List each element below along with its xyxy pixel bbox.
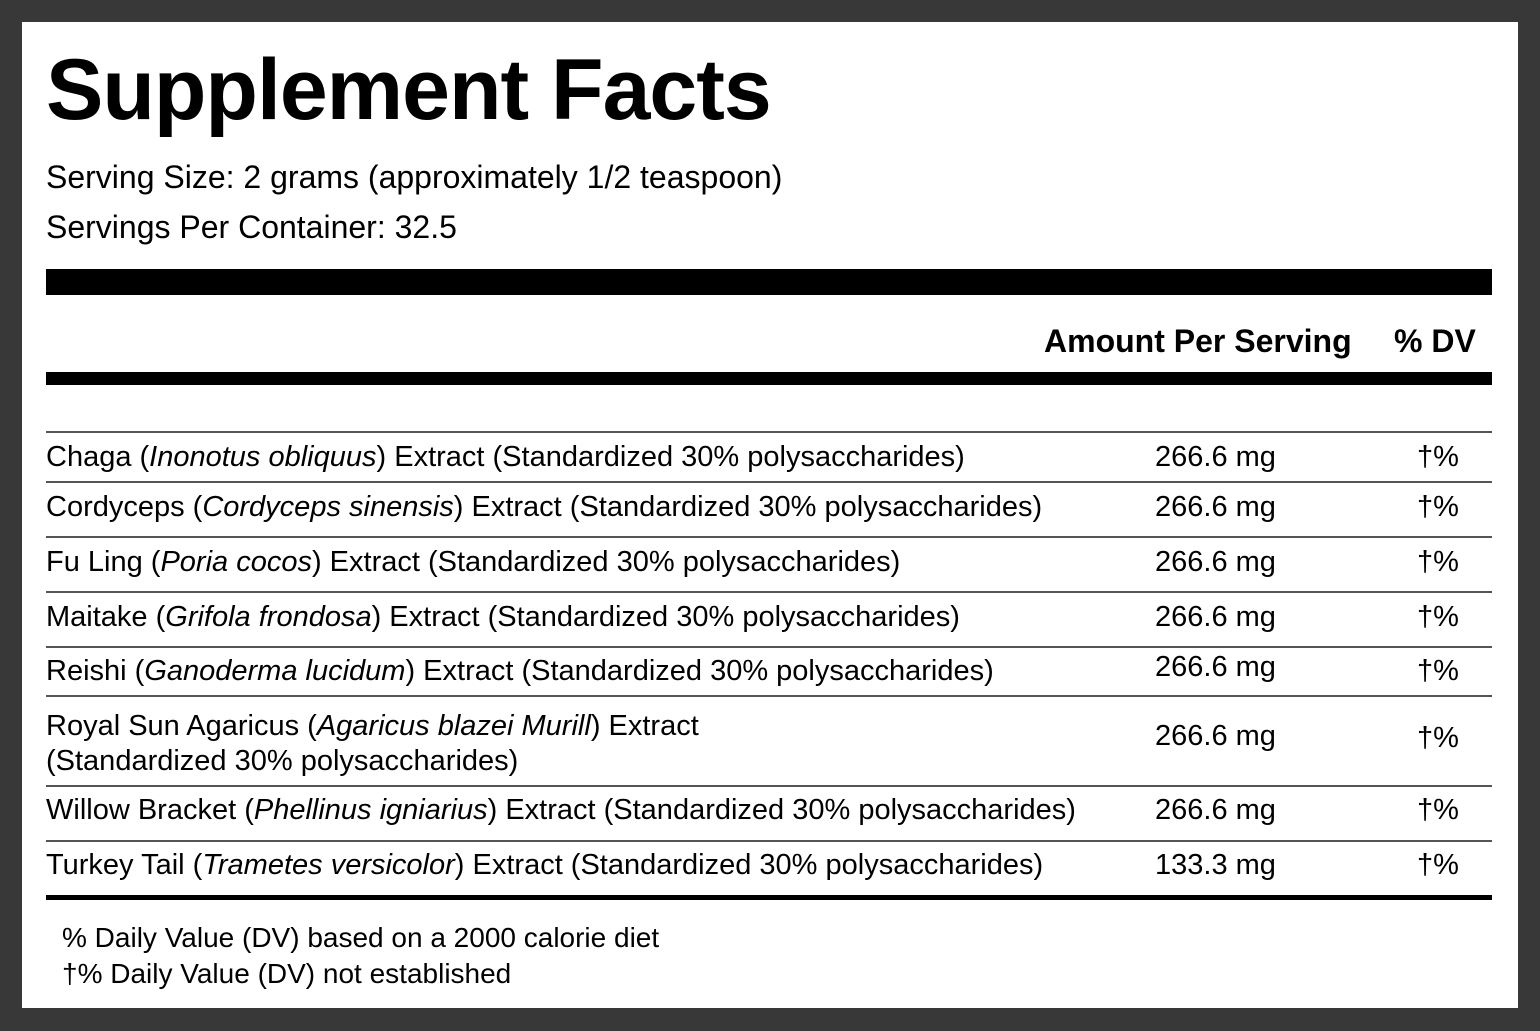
ingredient-dv: †% (1417, 546, 1459, 578)
ingredient-dv: †% (1417, 655, 1459, 687)
ingredient-dv: †% (1417, 722, 1459, 754)
ingredient-dv: †% (1417, 601, 1459, 633)
row-divider (46, 785, 1492, 787)
ingredient-amount: 133.3 mg (1155, 849, 1276, 881)
supplement-facts-panel (22, 22, 1518, 1008)
ingredient-amount: 266.6 mg (1155, 491, 1276, 523)
ingredient-name: Cordyceps (Cordyceps sinensis) Extract (Standardized 30% polysaccharides) (46, 491, 1043, 523)
ingredient-dv: †% (1417, 491, 1459, 523)
row-divider (46, 695, 1492, 697)
ingredient-dv: †% (1417, 441, 1459, 473)
ingredient-dv: †% (1417, 794, 1459, 826)
row-divider (46, 840, 1492, 842)
ingredient-name: Chaga (Inonotus obliquus) Extract (Standardized 30% polysaccharides) (46, 441, 965, 473)
top-thick-divider (46, 269, 1492, 295)
ingredient-name: Royal Sun Agaricus (Agaricus blazei Murill) Extract (Standardized 30% polysaccharides) (46, 710, 699, 777)
header-daily-value: % DV (1394, 323, 1476, 359)
row-divider (46, 481, 1492, 483)
ingredient-amount: 266.6 mg (1155, 601, 1276, 633)
footnote-dv-not-established: †% Daily Value (DV) not established (62, 958, 512, 989)
label-title: Supplement Facts (46, 42, 771, 138)
ingredient-amount: 266.6 mg (1155, 441, 1276, 473)
ingredient-amount: 266.6 mg (1155, 794, 1276, 826)
ingredient-amount: 266.6 mg (1155, 720, 1276, 752)
bottom-thick-divider (46, 895, 1492, 900)
header-amount-per-serving: Amount Per Serving (1044, 323, 1352, 359)
ingredient-name: Maitake (Grifola frondosa) Extract (Standardized 30% polysaccharides) (46, 601, 960, 633)
ingredient-amount: 266.6 mg (1155, 651, 1276, 683)
ingredient-name: Fu Ling (Poria cocos) Extract (Standardized 30% polysaccharides) (46, 546, 901, 578)
row-divider (46, 536, 1492, 538)
ingredient-amount: 266.6 mg (1155, 546, 1276, 578)
ingredient-dv: †% (1417, 849, 1459, 881)
ingredient-name: Willow Bracket (Phellinus igniarius) Extract (Standardized 30% polysaccharides) (46, 794, 1076, 826)
footnote-dv-basis: % Daily Value (DV) based on a 2000 calorie diet (62, 922, 660, 953)
serving-size: Serving Size: 2 grams (approximately 1/2 teaspoon) (46, 159, 783, 195)
row-divider (46, 431, 1492, 433)
row-divider (46, 646, 1492, 648)
row-divider (46, 591, 1492, 593)
servings-per-container: Servings Per Container: 32.5 (46, 209, 457, 245)
ingredient-name: Reishi (Ganoderma lucidum) Extract (Standardized 30% polysaccharides) (46, 655, 994, 687)
ingredient-name: Turkey Tail (Trametes versicolor) Extract (Standardized 30% polysaccharides) (46, 849, 1044, 881)
header-thick-divider (46, 372, 1492, 385)
